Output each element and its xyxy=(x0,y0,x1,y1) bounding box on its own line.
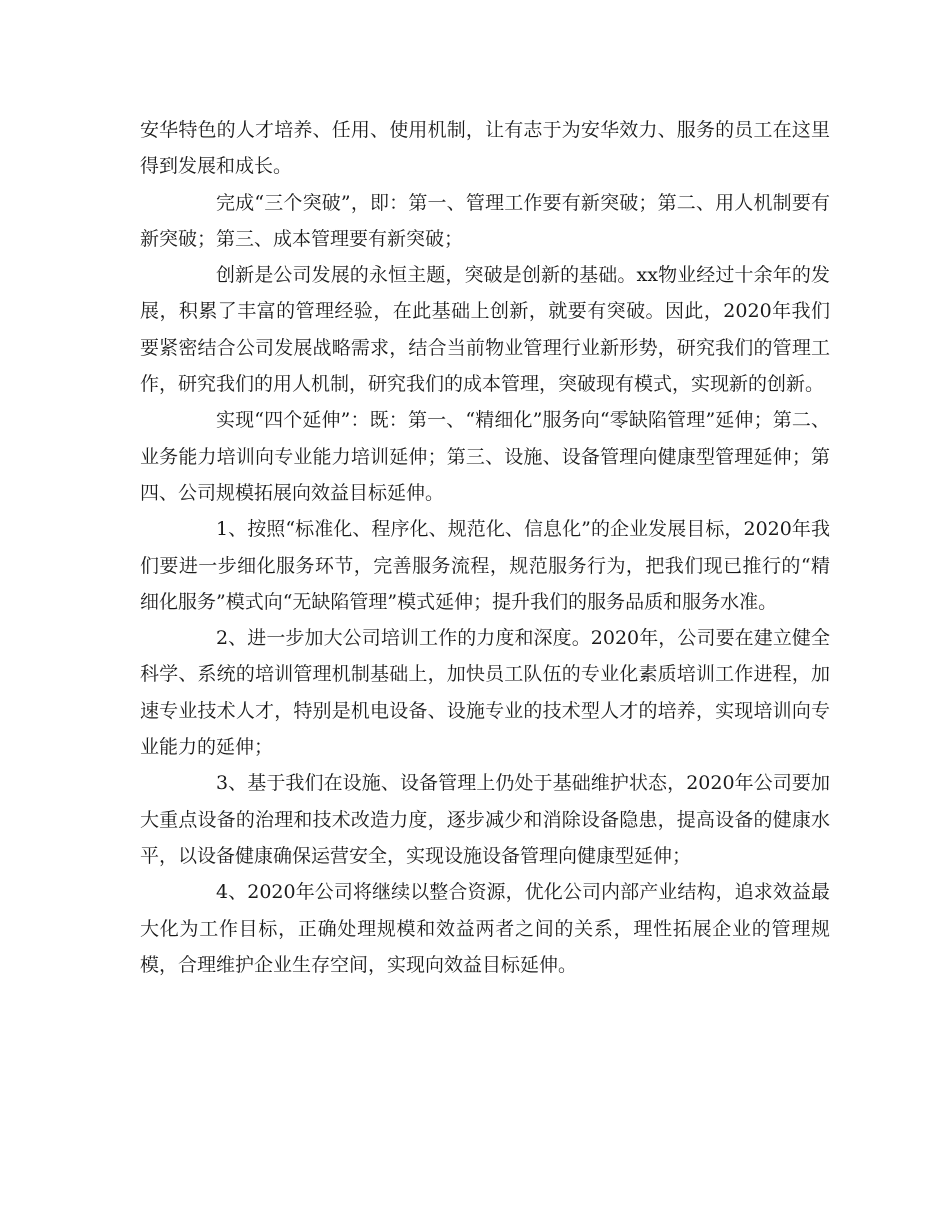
paragraph-innovation: 创新是公司发展的永恒主题，突破是创新的基础。xx物业经过十余年的发展，积累了丰富的管理经验，在此基础上创新，就要有突破。因此，2020年我们要紧密结合公司发展战略需求，结合当前物业管理行业新形势，研究我们的管理工作，研究我们的用人机制，研究我们的成本管理，突破现有模式，实现新的创新。 xyxy=(140,264,830,396)
paragraph-item-2: 2、进一步加大公司培训工作的力度和深度。2020年，公司要在建立健全科学、系统的培训管理机制基础上，加快员工队伍的专业化素质培训工作进程，加速专业技术人才，特别是机电设备、设施专业的技术型人才的培养，实现培训向专业能力的延伸； xyxy=(140,627,830,759)
paragraph-three-breakthroughs: 完成“三个突破”，即：第一、管理工作要有新突破；第二、用人机制要有新突破；第三、成本管理要有新突破； xyxy=(140,191,830,250)
paragraph-talent-mechanism: 安华特色的人才培养、任用、使用机制，让有志于为安华效力、服务的员工在这里得到发展和成长。 xyxy=(140,119,830,178)
paragraph-item-1: 1、按照“标准化、程序化、规范化、信息化”的企业发展目标，2020年我们要进一步细化服务环节，完善服务流程，规范服务行为，把我们现已推行的“精细化服务”模式向“无缺陷管理”模式延伸；提升我们的服务品质和服务水准。 xyxy=(140,518,830,613)
paragraph-item-4: 4、2020年公司将继续以整合资源，优化公司内部产业结构，追求效益最大化为工作目标，正确处理规模和效益两者之间的关系，理性拓展企业的管理规模，合理维护企业生存空间，实现向效益目标延伸。 xyxy=(140,881,830,976)
paragraph-item-3: 3、基于我们在设施、设备管理上仍处于基础维护状态，2020年公司要加大重点设备的治理和技术改造力度，逐步减少和消除设备隐患，提高设备的健康水平，以设备健康确保运营安全，实现设施设备管理向健康型延伸； xyxy=(140,772,830,867)
paragraph-four-extensions: 实现“四个延伸”：既：第一、“精细化”服务向“零缺陷管理”延伸；第二、业务能力培训向专业能力培训延伸；第三、设施、设备管理向健康型管理延伸；第四、公司规模拓展向效益目标延伸。 xyxy=(140,409,830,504)
document-body xyxy=(140,112,830,983)
